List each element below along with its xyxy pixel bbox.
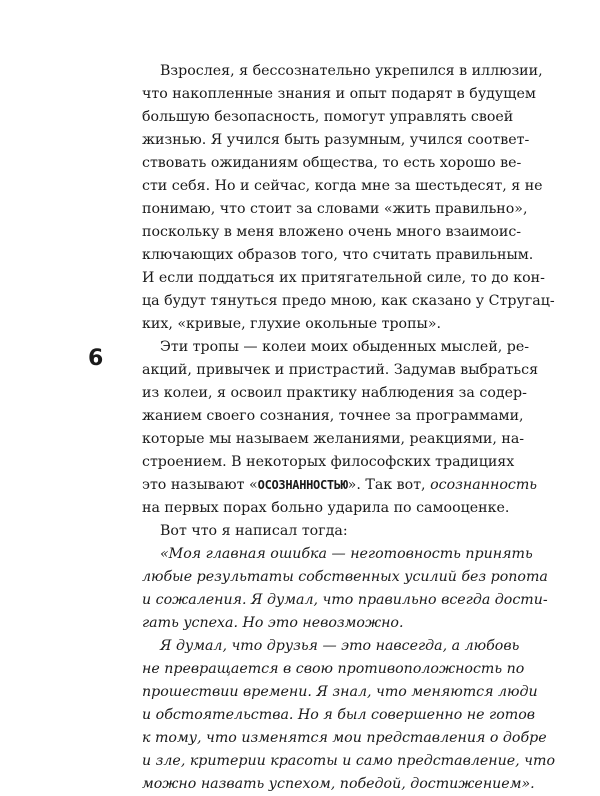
page-body: [142, 60, 555, 796]
paragraph-line: ца будут тянуться предо мною, как сказано у Стругац-: [142, 293, 555, 309]
paragraph-line: на первых порах больно ударила по самооценке.: [142, 500, 510, 516]
paragraph-2: [142, 336, 539, 520]
paragraph-line: поскольку в меня вложено очень много взаимоис-: [142, 224, 522, 240]
paragraph-line: ких, «кривые, глухие окольные тропы».: [142, 316, 442, 332]
paragraph-line: жизнью. Я учился быть разумным, учился соответ-: [142, 132, 530, 148]
quote-line: и зле, критерии красоты и само представление, что: [142, 753, 555, 769]
paragraph-line: Вот что я написал тогда:: [160, 523, 348, 539]
paragraph-line: Взрослея, я бессознательно укрепился в иллюзии,: [160, 63, 543, 79]
quote-line: Я думал, что друзья — это навсегда, а любовь: [160, 638, 520, 654]
paragraph-line: ствовать ожиданиям общества, то есть хорошо ве-: [142, 155, 522, 171]
quote-1: [142, 543, 548, 635]
quote-2: [142, 635, 555, 796]
quote-line: любые результаты собственных усилий без ропота: [142, 569, 548, 585]
quote-line: гать успеха. Но это невозможно.: [142, 615, 404, 631]
line-text: это называют «: [142, 477, 258, 493]
page-number: 6: [88, 346, 104, 371]
quote-line: «Моя главная ошибка — неготовность принять: [160, 546, 533, 562]
paragraph-line: ключающих образов того, что считать правильным.: [142, 247, 534, 263]
paragraph-line: что накопленные знания и опыт подарят в будущем: [142, 86, 536, 102]
paragraph-line: строением. В некоторых философских традициях: [142, 454, 515, 470]
paragraph-line: сти себя. Но и сейчас, когда мне за шестьдесят, я не: [142, 178, 543, 194]
quote-line: можно назвать успехом, победой, достижением».: [142, 776, 535, 792]
emphasized-term: осознанность: [430, 477, 538, 493]
quote-line: и обстоятельства. Но я был совершенно не готов: [142, 707, 536, 723]
quote-line: к тому, что изменятся мои представления о добре: [142, 730, 547, 746]
paragraph-1: [142, 60, 555, 336]
quote-line: не превращается в свою противоположность по: [142, 661, 525, 677]
paragraph-line: Эти тропы — колеи моих обыденных мыслей, ре-: [160, 339, 530, 355]
paragraph-line: акций, привычек и пристрастий. Задумав выбраться: [142, 362, 539, 378]
paragraph-line: понимаю, что стоит за словами «жить правильно»,: [142, 201, 528, 217]
paragraph-line: большую безопасность, помогут управлять своей: [142, 109, 514, 125]
paragraph-line: которые мы называем желаниями, реакциями, на-: [142, 431, 525, 447]
paragraph-line: из колеи, я освоил практику наблюдения за содер-: [142, 385, 527, 401]
quote-line: и сожаления. Я думал, что правильно всегда дости-: [142, 592, 548, 608]
quote-line: прошествии времени. Я знал, что меняются люди: [142, 684, 538, 700]
line-text: ». Так вот,: [347, 477, 431, 493]
paragraph-line: И если поддаться их притягательной силе, то до кон-: [142, 270, 545, 286]
highlighted-term: ОСОЗНАННОСТЬЮ: [257, 478, 348, 492]
paragraph-line: жанием своего сознания, точнее за программами,: [142, 408, 524, 424]
paragraph-3: [142, 520, 513, 543]
paragraph-line: [142, 474, 538, 497]
